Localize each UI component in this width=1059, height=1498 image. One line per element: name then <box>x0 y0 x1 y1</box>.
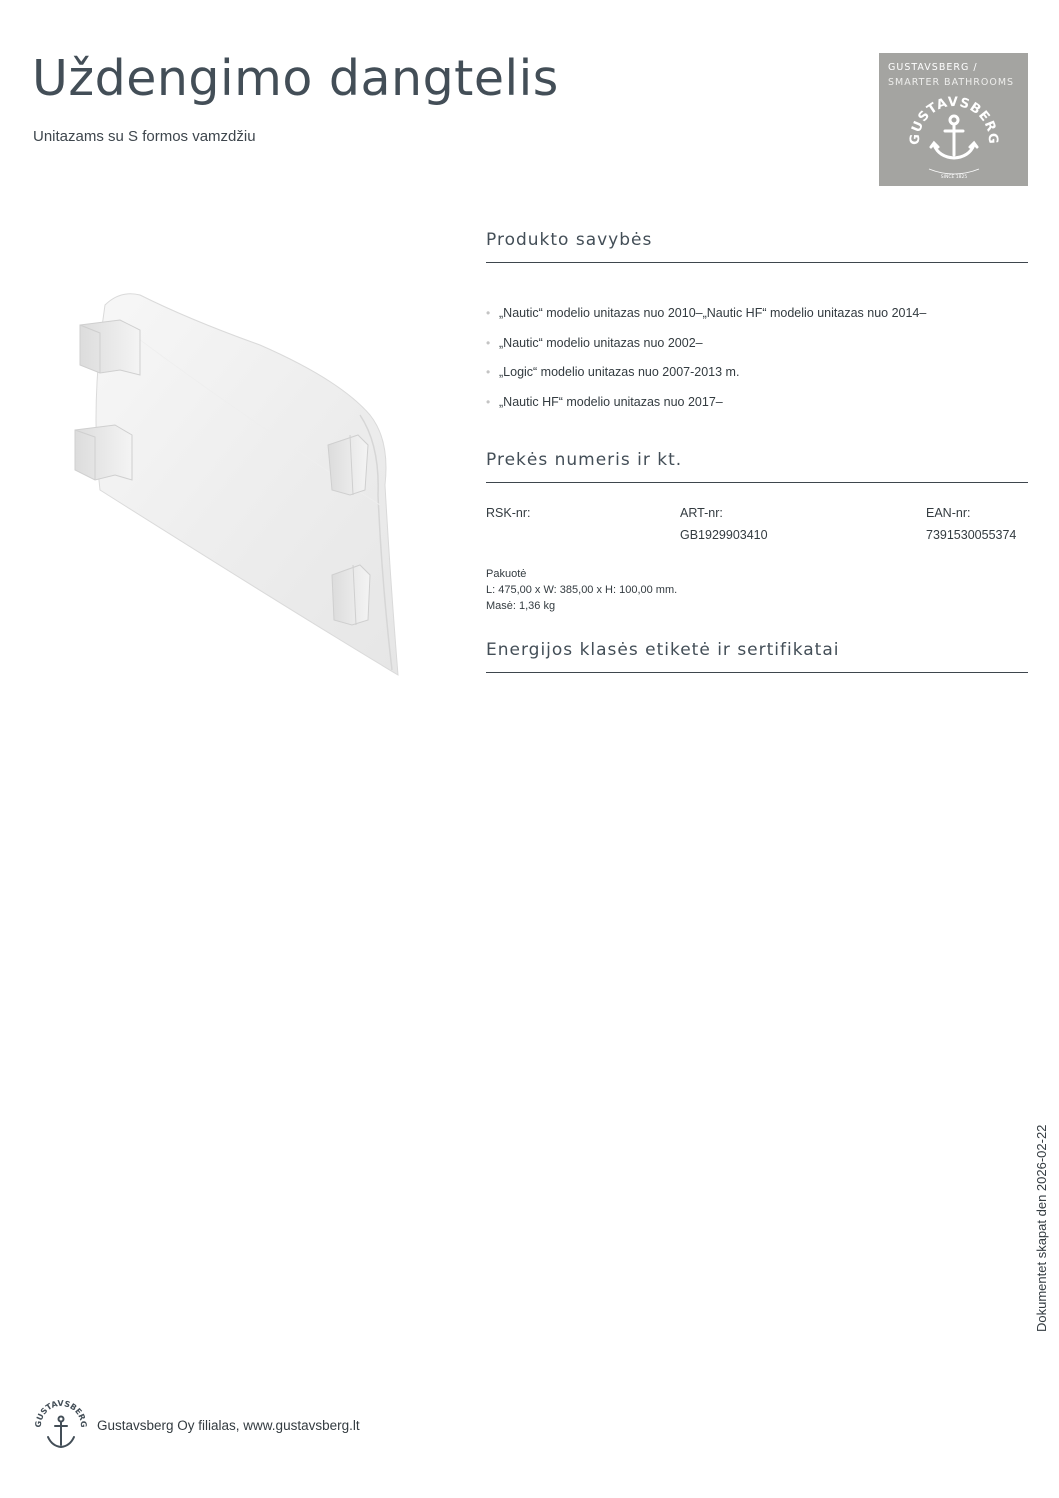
ean-label: EAN-nr: <box>926 506 971 520</box>
brand-logo-box <box>879 53 1028 186</box>
footer-text: Gustavsberg Oy filialas, www.gustavsberg.lt <box>97 1418 360 1433</box>
brand-line-1: GUSTAVSBERG / <box>888 62 978 73</box>
rsk-label: RSK-nr: <box>486 506 531 520</box>
numbers-heading: Prekės numeris ir kt. <box>486 450 1028 483</box>
packaging-label: Pakuotė <box>486 568 527 580</box>
rsk-number <box>486 502 530 524</box>
brand-since: SINCE 1825 <box>940 175 968 180</box>
svg-text:GUSTAVSBERG: GUSTAVSBERG <box>33 1398 89 1428</box>
anchor-icon <box>879 93 1028 186</box>
feature-item: • „Nautic“ modelio unitazas nuo 2010–„Nautic HF“ modelio unitazas nuo 2014– <box>486 304 926 334</box>
ean-value: 7391530055374 <box>926 528 1017 542</box>
features-heading: Produkto savybės <box>486 230 1028 263</box>
feature-item: • „Nautic HF“ modelio unitazas nuo 2017– <box>486 393 926 423</box>
page-subtitle: Unitazams su S formos vamzdžiu <box>33 128 256 145</box>
ean-number <box>926 502 1016 546</box>
cover-plate-image <box>60 285 400 680</box>
brand-line-2: SMARTER BATHROOMS <box>888 77 1015 88</box>
certificates-heading: Energijos klasės etiketė ir sertifikatai <box>486 640 1028 673</box>
feature-item: • „Logic“ modelio unitazas nuo 2007-2013 m. <box>486 363 926 393</box>
packaging-info <box>486 566 677 614</box>
document-date-note: Dokumentet skapat den 2026-02-22 <box>1034 1124 1049 1332</box>
svg-text:GUSTAVSBERG: GUSTAVSBERG <box>907 94 1001 146</box>
packaging-weight: Masė: 1,36 kg <box>486 600 556 612</box>
footer-anchor-icon <box>32 1397 90 1455</box>
art-value: GB1929903410 <box>680 528 768 542</box>
art-number <box>680 502 768 546</box>
features-list <box>486 304 926 422</box>
packaging-dimensions: L: 475,00 x W: 385,00 x H: 100,00 mm. <box>486 584 678 596</box>
art-label: ART-nr: <box>680 506 723 520</box>
feature-item: • „Nautic“ modelio unitazas nuo 2002– <box>486 334 926 364</box>
page-title: Uždengimo dangtelis <box>32 50 559 107</box>
